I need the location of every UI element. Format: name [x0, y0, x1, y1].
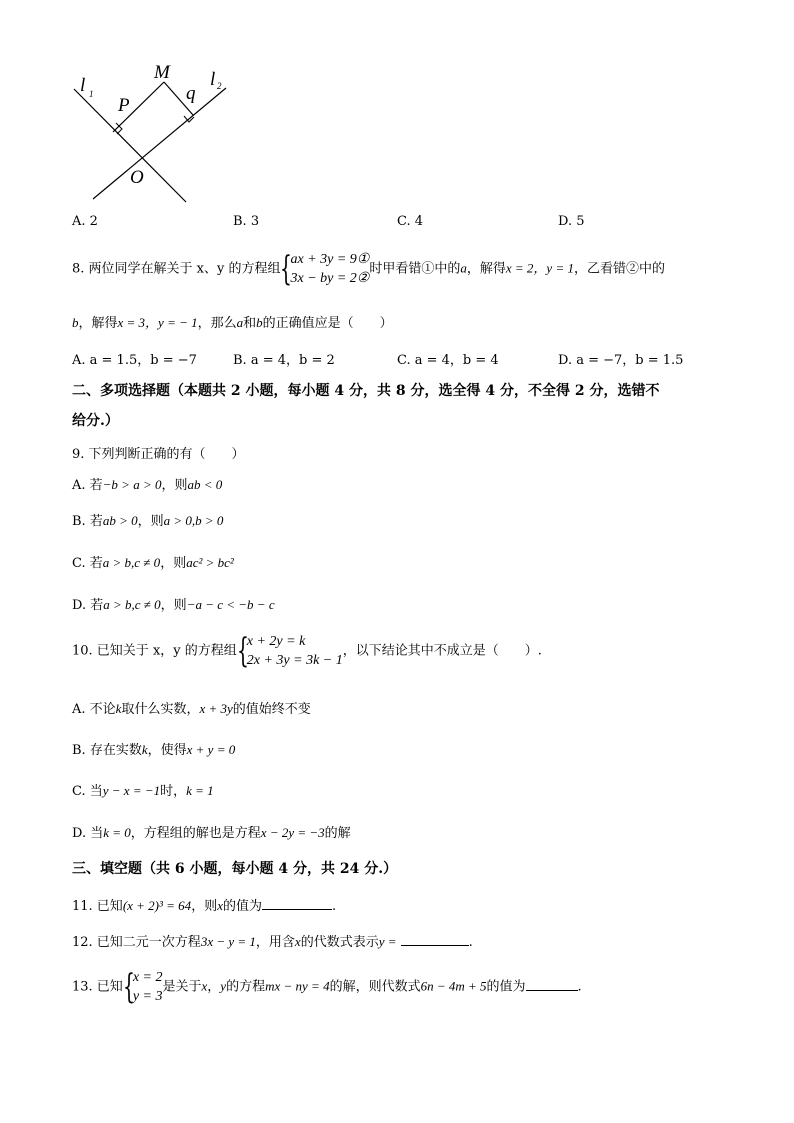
section2-title-line1: 二、多项选择题（本题共 2 小题，每小题 4 分，共 8 分，选全得 4 分，不全得 2 分，选错不 — [72, 383, 660, 399]
q11-answer-blank[interactable] — [262, 909, 332, 910]
q10-b-t1: ，使得 — [147, 743, 187, 758]
q8-mid: 时甲看错①中的 — [369, 261, 461, 277]
q8-eq2: 3x − by = 2② — [290, 271, 370, 286]
q10-option-b — [72, 739, 235, 758]
q9-stem: 9. 下列判断正确的有（ ） — [72, 447, 245, 462]
q8-line2-end: ，那么 — [197, 316, 237, 331]
q10-a-t1: 取什么实数， — [121, 702, 200, 717]
q13-answer-blank[interactable] — [526, 990, 578, 991]
q9-d-label: D. 若 — [72, 598, 104, 613]
q13-expr2: 6n − 4m + 5 — [420, 978, 487, 994]
q11-expr: (x + 2)³ = 64 — [122, 898, 192, 913]
q8-solution1: x = 2，y = 1 — [505, 260, 574, 276]
q7-option-d: D. 5 — [558, 214, 585, 229]
q8-option-a: A. a = 1.5，b = −7 — [72, 353, 197, 368]
q7-option-a: A. 2 — [72, 214, 98, 229]
q12-stem — [72, 931, 473, 950]
q13-v1: x — [201, 978, 208, 994]
q10-c-v2: k = 1 — [186, 783, 214, 798]
q9-option-d — [72, 594, 275, 613]
q11-end: . — [332, 899, 337, 914]
q11-suffix: 的值为 — [222, 899, 262, 914]
q9-a-then: ，则 — [161, 478, 188, 493]
q12-mid: ，用含 — [255, 935, 295, 950]
q13-suffix: 的值为 — [486, 979, 526, 995]
q8-option-c: C. a = 4，b = 4 — [397, 353, 499, 368]
q10-d-v1: k = 0 — [103, 825, 131, 840]
q13-prefix: 13. 已知 — [72, 979, 123, 995]
q8-system-brace: { — [280, 249, 293, 289]
label-O: O — [130, 167, 144, 188]
q9-d-res: −a − c < −b − c — [186, 597, 275, 612]
q11-stem — [72, 895, 336, 914]
q9-c-cond: a > b,c ≠ 0 — [102, 555, 161, 570]
q10-stem — [72, 632, 542, 670]
label-l2-sub: 2 — [217, 81, 222, 91]
q8-var-a2: a — [236, 315, 244, 330]
section3-title: 三、填空题（共 6 小题，每小题 4 分，共 24 分.） — [72, 861, 398, 877]
q9-option-c — [72, 552, 234, 571]
q9-option-b — [72, 510, 223, 529]
q13-sep: ， — [207, 979, 221, 995]
q10-a-label: A. 不论 — [72, 702, 116, 717]
q10-system-brace: { — [236, 631, 249, 671]
label-l2: l — [210, 69, 216, 90]
q8-solution2: x = 3，y = − 1 — [117, 315, 198, 330]
label-l1-sub: 1 — [89, 89, 94, 99]
q13-mid2: 的方程 — [226, 979, 266, 995]
q9-b-cond: ab > 0 — [102, 513, 138, 528]
q10-b-v2: x + y = 0 — [186, 742, 236, 757]
label-l1: l — [80, 75, 86, 96]
q13-mid3: 的解，则代数式 — [329, 979, 421, 995]
q10-suffix: ，以下结论其中不成立是（ ）. — [342, 643, 542, 659]
q13-expr: mx − ny = 4 — [265, 978, 330, 994]
q13-eq1: x = 2 — [132, 970, 163, 985]
q8-line2-mid: ，解得 — [78, 316, 118, 331]
q9-b-then: ，则 — [137, 514, 164, 529]
q13-mid: 是关于 — [162, 979, 202, 995]
q7-option-c: C. 4 — [397, 214, 424, 229]
q8-option-b: B. a = 4，b = 2 — [233, 353, 335, 368]
label-P: P — [118, 95, 130, 116]
section2-title-line2: 给分.） — [72, 413, 119, 429]
q9-c-then: ，则 — [160, 556, 187, 571]
q10-prefix: 10. 已知关于 x，y 的方程组 — [72, 643, 237, 659]
q11-mid: ，则 — [191, 899, 218, 914]
q10-c-v1: y − x = −1 — [102, 783, 161, 798]
q12-mid2: 的代数式表示 — [300, 935, 379, 950]
q13-system — [133, 968, 163, 1006]
q10-option-a — [72, 698, 311, 717]
q9-d-cond: a > b,c ≠ 0 — [103, 597, 161, 612]
q13-eq2: y = 3 — [132, 989, 163, 1004]
q9-b-res: a > 0,b > 0 — [163, 513, 224, 528]
q10-option-c — [72, 780, 214, 799]
q9-a-label: A. 若 — [72, 478, 103, 493]
q8-stem-line2 — [72, 312, 393, 331]
line-l2 — [93, 88, 226, 199]
q12-answer-blank[interactable] — [401, 945, 469, 946]
q8-suffix: ，乙看错②中的 — [573, 261, 665, 277]
q8-option-d: D. a = −7，b = 1.5 — [558, 353, 684, 368]
q9-d-then: ，则 — [160, 598, 187, 613]
q10-d-t2: 的解 — [324, 826, 351, 841]
q8-line2-tail: 的正确值应是（ ） — [262, 316, 393, 331]
q10-eq1: x + 2y = k — [246, 634, 306, 649]
q10-d-label: D. 当 — [72, 826, 104, 841]
q9-a-cond: −b > a > 0 — [102, 477, 162, 492]
q8-var-a: a — [460, 260, 467, 276]
q9-a-res: ab < 0 — [187, 477, 223, 492]
q13-v2: y — [220, 978, 227, 994]
q11-prefix: 11. 已知 — [72, 899, 123, 914]
q8-system — [290, 250, 369, 288]
q12-prefix: 12. 已知二元一次方程 — [72, 935, 201, 950]
q13-end: . — [577, 979, 582, 995]
q11-var: x — [217, 898, 223, 913]
q8-var-b2: b — [256, 315, 263, 330]
geometry-figure — [60, 55, 260, 210]
q10-eq2: 2x + 3y = 3k − 1 — [246, 653, 343, 668]
q10-d-v2: x − 2y = −3 — [260, 825, 325, 840]
label-M: M — [154, 62, 170, 83]
label-q: q — [186, 83, 196, 104]
q13-stem — [72, 968, 582, 1006]
q10-c-t1: 时， — [160, 784, 187, 799]
q12-expr: 3x − y = 1 — [200, 934, 256, 949]
q8-var-b: b — [72, 315, 79, 330]
q9-c-res: ac² > bc² — [186, 555, 234, 570]
q10-b-v1: k — [141, 742, 148, 757]
q8-prefix: 8. 两位同学在解关于 x、y 的方程组 — [72, 261, 281, 277]
q10-a-v2: x + 3y — [199, 701, 233, 716]
q8-eq1: ax + 3y = 9① — [290, 252, 370, 267]
q10-d-t1: ，方程组的解也是方程 — [130, 826, 261, 841]
q10-a-v1: k — [115, 701, 122, 716]
q10-system — [247, 632, 343, 670]
q8-mid2: ，解得 — [466, 261, 506, 277]
q12-end: . — [468, 935, 473, 950]
q10-a-t2: 的值始终不变 — [232, 702, 311, 717]
q10-b-label: B. 存在实数 — [72, 743, 142, 758]
q9-b-label: B. 若 — [72, 514, 103, 529]
q13-system-brace: { — [122, 967, 135, 1007]
q10-c-label: C. 当 — [72, 784, 103, 799]
q12-var: x — [294, 934, 301, 949]
q9-option-a — [72, 474, 222, 493]
q10-option-d — [72, 822, 351, 841]
q12-lhs: y = — [378, 934, 397, 949]
q8-stem-line1 — [72, 250, 665, 288]
q7-option-b: B. 3 — [233, 214, 260, 229]
q9-c-label: C. 若 — [72, 556, 103, 571]
q8-line2-and: 和 — [243, 316, 257, 331]
